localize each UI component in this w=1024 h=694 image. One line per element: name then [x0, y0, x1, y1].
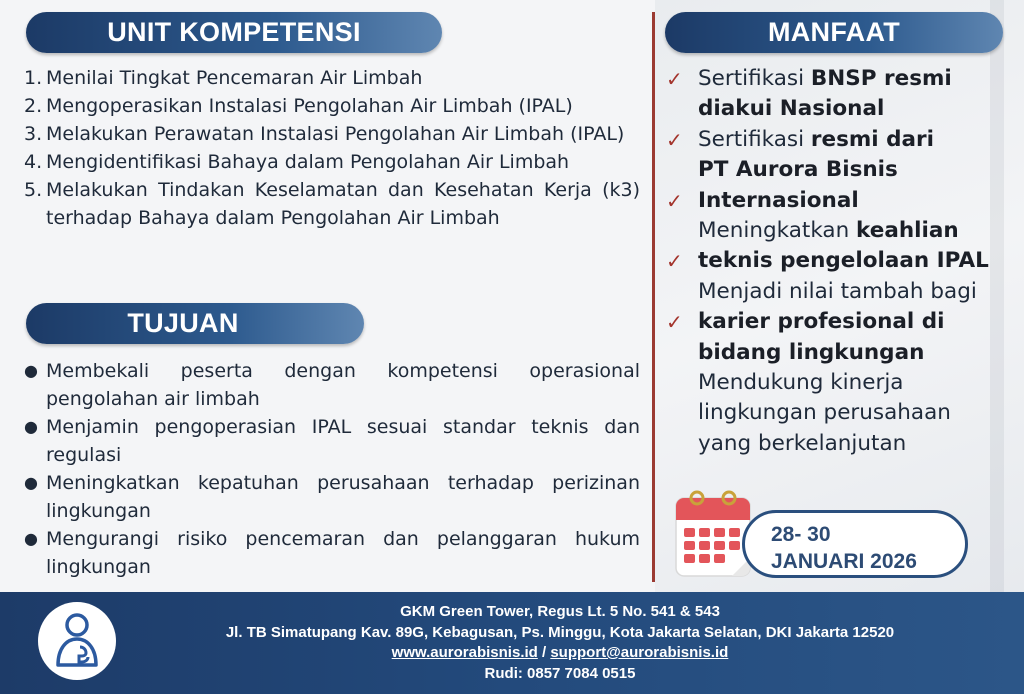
manfaat-line-text — [698, 277, 977, 307]
list-item — [24, 525, 640, 581]
event-month-year: JANUARI 2026 — [771, 550, 917, 573]
manfaat-line — [666, 277, 1001, 307]
unit-kompetensi-heading: UNIT KOMPETENSI — [26, 12, 442, 53]
item-number: 4. — [24, 151, 43, 173]
manfaat-bold-text: diakui Nasional — [698, 96, 885, 122]
address-line-2: Jl. TB Simatupang Kav. 89G, Kebagusan, Ps. Minggu, Kota Jakarta Selatan, DKI Jakarta 12520 — [225, 623, 895, 641]
bullet-icon: ● — [24, 361, 38, 380]
list-item — [24, 413, 640, 469]
manfaat-bold-text: resmi dari — [810, 126, 935, 152]
tujuan-heading: TUJUAN — [26, 303, 364, 344]
footer-contact-block — [150, 602, 970, 684]
manfaat-line-text — [698, 429, 906, 459]
event-date-box — [742, 510, 968, 578]
check-icon: ✓ — [666, 67, 683, 91]
check-icon: ✓ — [666, 127, 683, 152]
check-icon: ✓ — [666, 310, 683, 335]
address-line-1: GKM Green Tower, Regus Lt. 5 No. 541 & 543 — [400, 603, 720, 620]
manfaat-line-text — [698, 94, 884, 124]
list-item — [24, 92, 640, 120]
manfaat-plain-text: Menjadi nilai tambah bagi — [698, 278, 977, 304]
list-item — [24, 357, 640, 413]
manfaat-bold-text: BNSP resmi — [810, 66, 952, 91]
item-number: 1. — [24, 67, 43, 89]
item-text: Membekali peserta dengan kompetensi operasional pengolahan air limbah — [46, 360, 640, 410]
manfaat-list — [666, 64, 1001, 459]
manfaat-line — [666, 64, 1001, 94]
manfaat-line — [666, 94, 1001, 124]
item-number: 2. — [24, 95, 43, 117]
website-link[interactable]: www.aurorabisnis.id — [391, 644, 538, 661]
manfaat-line — [666, 155, 1001, 185]
manfaat-bold-text: PT Aurora Bisnis — [698, 157, 898, 183]
list-item — [24, 120, 640, 148]
manfaat-line-text — [698, 246, 989, 276]
manfaat-line-text — [698, 307, 945, 337]
item-text: Melakukan Tindakan Keselamatan dan Kesehatan Kerja (k3) terhadap Bahaya dalam Pengolahan Air Limbah — [46, 179, 640, 229]
event-days: 28- 30 — [771, 523, 831, 546]
manfaat-plain-text: Meningkatkan — [698, 217, 857, 243]
manfaat-bold-text: keahlian — [856, 217, 959, 243]
check-icon: ✓ — [666, 249, 683, 274]
manfaat-bold-text: karier profesional di — [698, 309, 945, 335]
check-icon: ✓ — [666, 188, 683, 213]
bullet-icon: ● — [24, 529, 38, 548]
manfaat-line-text — [698, 64, 952, 94]
manfaat-line-text — [698, 216, 959, 246]
manfaat-line — [666, 125, 1001, 155]
list-item — [24, 64, 640, 92]
item-text: Mengoperasikan Instalasi Pengolahan Air Limbah (IPAL) — [46, 95, 573, 117]
manfaat-line — [666, 338, 1001, 368]
bullet-icon: ● — [24, 473, 38, 492]
column-divider — [652, 12, 655, 582]
contact-person: Rudi: 0857 7084 0515 — [484, 664, 636, 682]
manfaat-bold-text: Internasional — [698, 187, 859, 213]
manfaat-line — [666, 216, 1001, 246]
manfaat-plain-text: Sertifikasi — [698, 126, 811, 152]
manfaat-line-text — [698, 155, 898, 185]
manfaat-line — [666, 307, 1001, 337]
link-separator: / — [537, 644, 551, 661]
manfaat-line — [666, 398, 1001, 428]
manfaat-line — [666, 246, 1001, 276]
manfaat-line-text — [698, 125, 934, 155]
bullet-icon: ● — [24, 417, 38, 436]
manfaat-plain-text: lingkungan perusahaan — [698, 400, 951, 426]
manfaat-bold-text: bidang lingkungan — [698, 339, 925, 365]
item-text: Menilai Tingkat Pencemaran Air Limbah — [46, 67, 423, 89]
email-link[interactable]: support@aurorabisnis.id — [550, 644, 729, 661]
manfaat-plain-text: Mendukung kinerja — [698, 369, 904, 395]
manfaat-plain-text: Sertifikasi — [698, 66, 811, 91]
calendar-icon — [672, 480, 754, 578]
item-text: Menjamin pengoperasian IPAL sesuai standar teknis dan regulasi — [46, 416, 640, 466]
footer — [0, 592, 1024, 694]
item-number: 5. — [24, 179, 43, 201]
item-text: Mengidentifikasi Bahaya dalam Pengolahan Air Limbah — [46, 151, 570, 173]
manfaat-line-text — [698, 338, 924, 368]
list-item — [24, 148, 640, 176]
tujuan-list — [24, 357, 640, 581]
list-item — [24, 469, 640, 525]
item-text: Melakukan Perawatan Instalasi Pengolahan Air Limbah (IPAL) — [46, 123, 625, 145]
item-text: Meningkatkan kepatuhan perusahaan terhadap perizinan lingkungan — [46, 472, 640, 522]
unit-kompetensi-list — [24, 64, 640, 232]
item-number: 3. — [24, 123, 43, 145]
web-contact-line — [150, 643, 970, 664]
phone-support-icon — [38, 602, 116, 680]
manfaat-heading: MANFAAT — [665, 12, 1003, 53]
manfaat-bold-text: teknis pengelolaan IPAL — [698, 248, 989, 274]
manfaat-line — [666, 368, 1001, 398]
item-text: Mengurangi risiko pencemaran dan pelanggaran hukum lingkungan — [46, 528, 640, 578]
list-item — [24, 176, 640, 232]
manfaat-line-text — [698, 186, 859, 216]
manfaat-line-text — [698, 398, 951, 428]
manfaat-plain-text: yang berkelanjutan — [698, 430, 907, 456]
manfaat-line — [666, 429, 1001, 459]
manfaat-line — [666, 186, 1001, 216]
manfaat-line-text — [698, 368, 903, 398]
